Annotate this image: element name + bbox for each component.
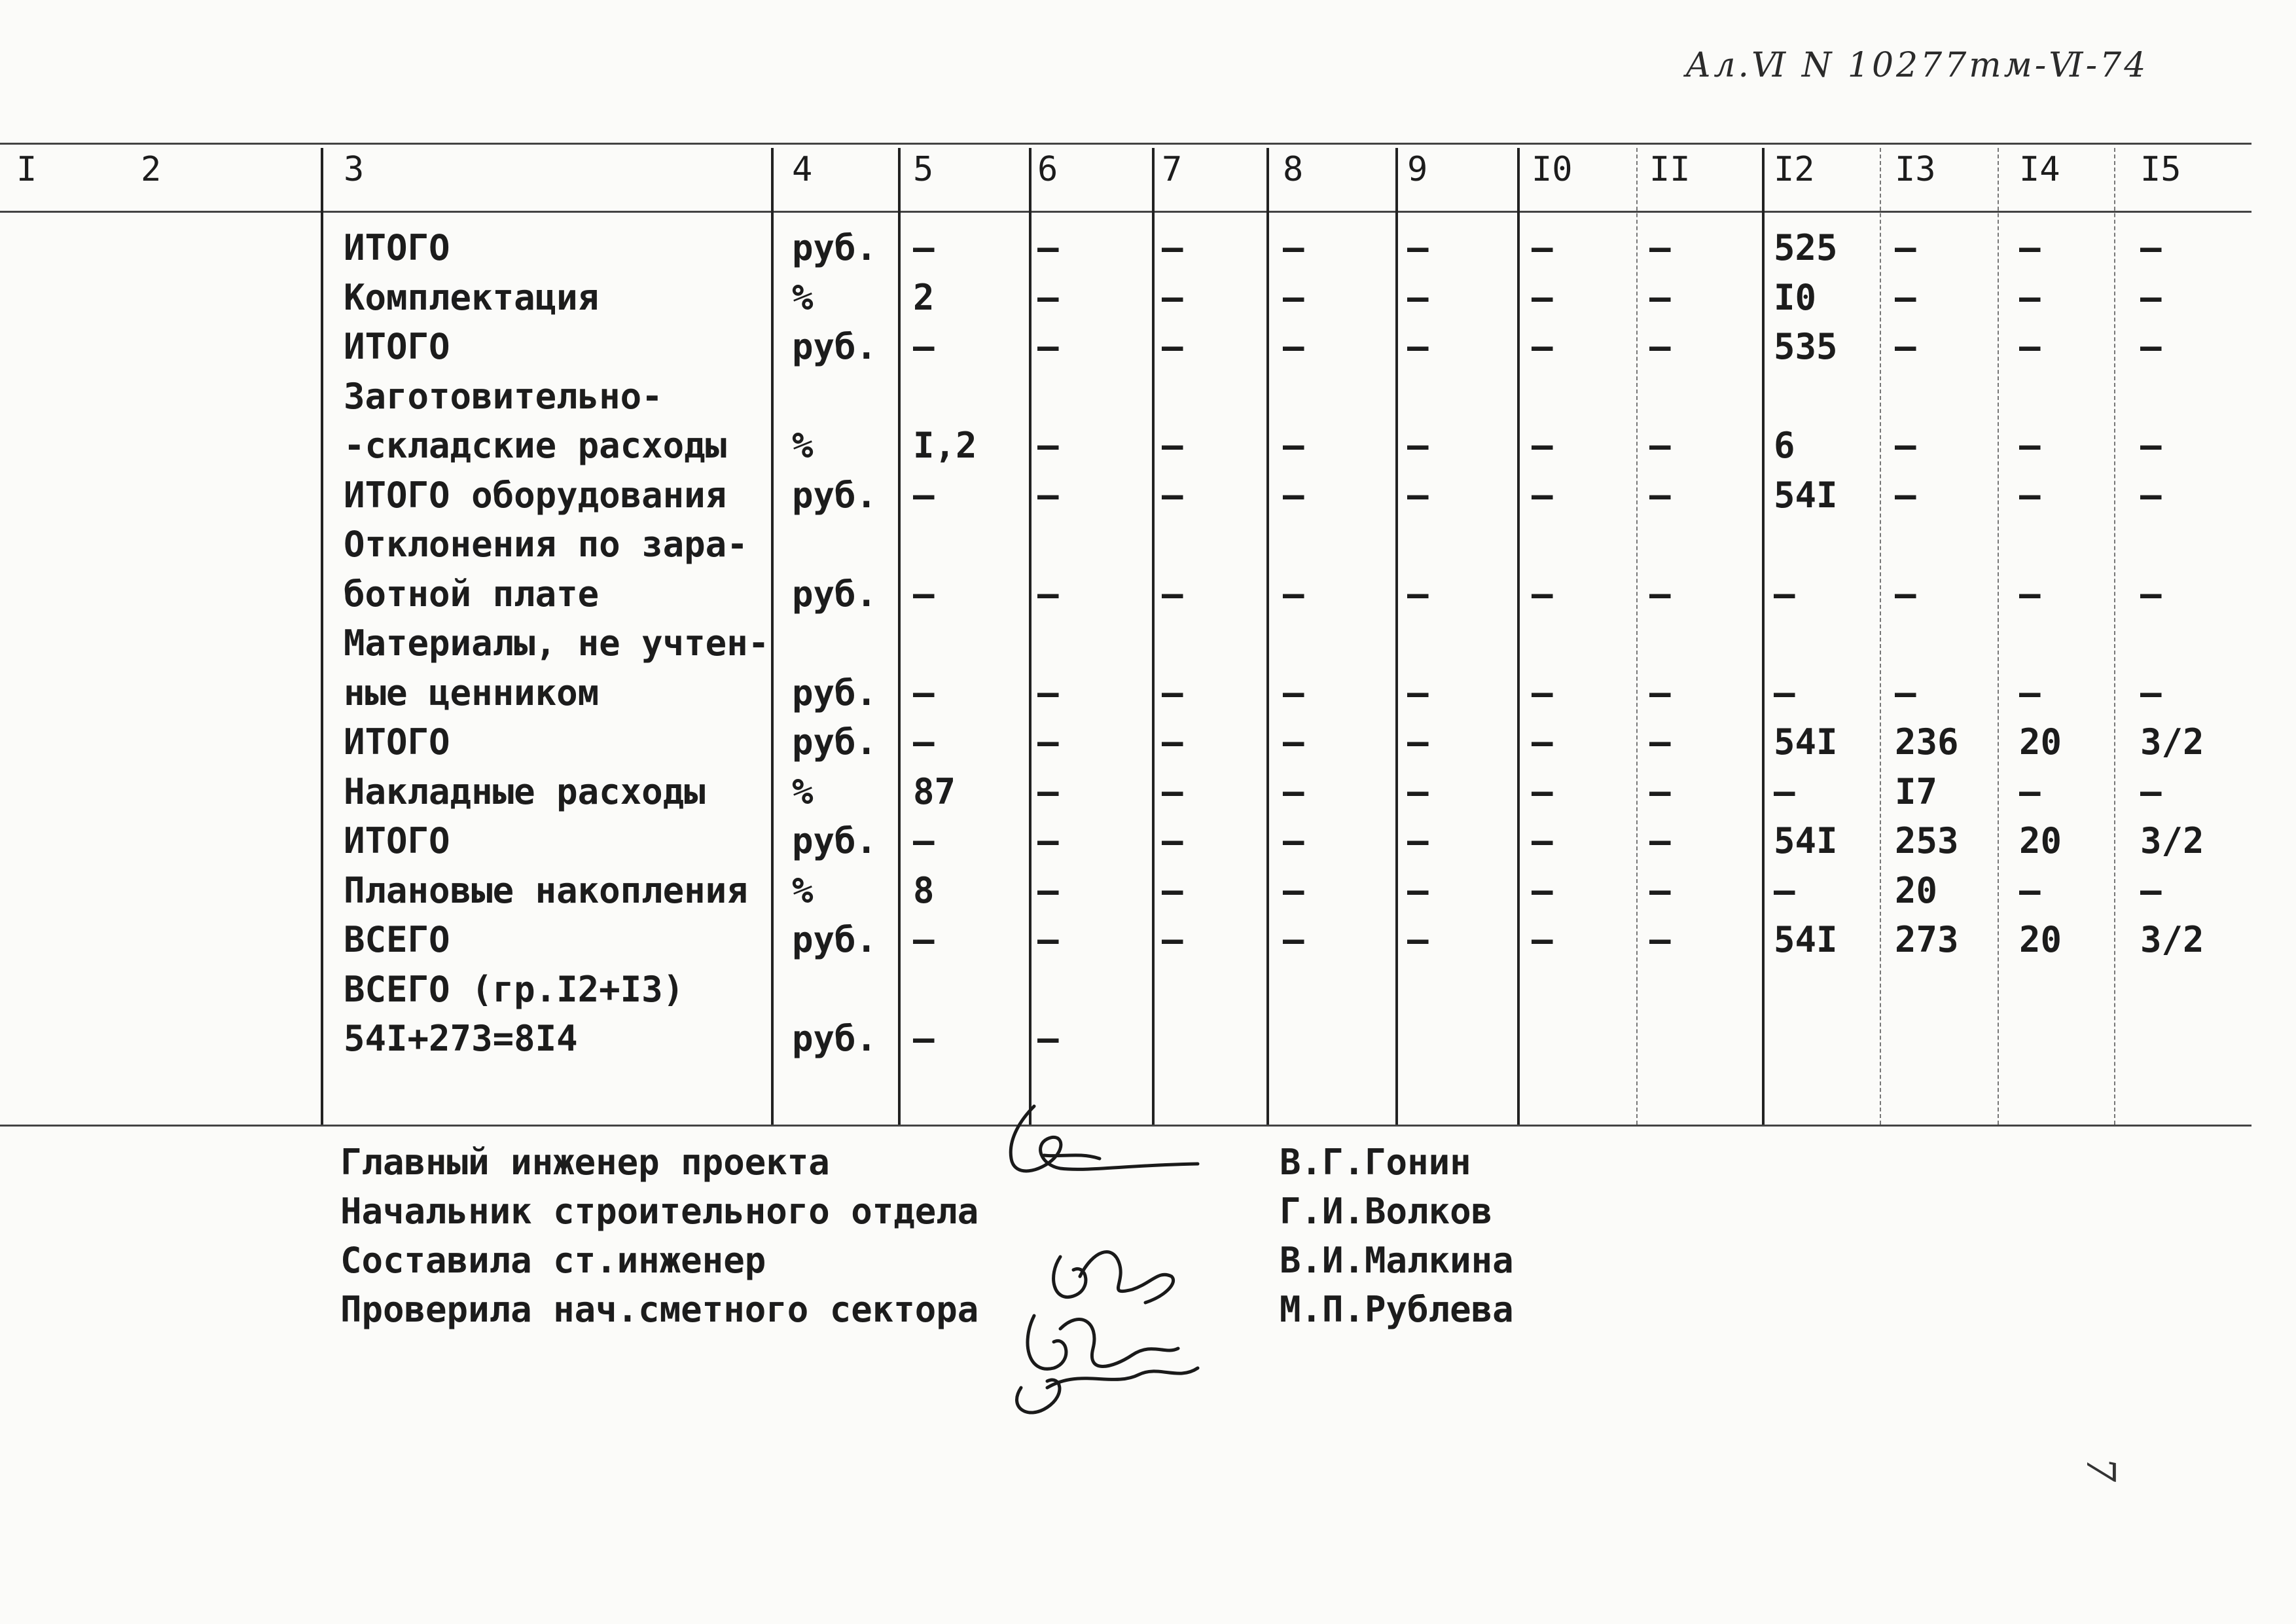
- column-divider: [1636, 148, 1638, 1125]
- table-cell: –: [2140, 227, 2162, 268]
- table-cell: –: [2019, 869, 2041, 911]
- table-cell: –: [1649, 276, 1671, 318]
- table-cell: –: [1407, 721, 1429, 763]
- table-cell: –: [1162, 820, 1183, 861]
- table-cell: 54I: [1774, 721, 1838, 763]
- table-top-rule: [0, 143, 2251, 145]
- table-cell: –: [913, 474, 935, 516]
- row-label: Заготовительно-: [344, 375, 663, 417]
- table-cell: –: [1283, 474, 1304, 516]
- table-cell: –: [1283, 326, 1304, 367]
- table-cell: –: [1532, 672, 1553, 713]
- table-cell: –: [1649, 869, 1671, 911]
- table-cell: 54I: [1774, 820, 1838, 861]
- table-cell: 3/2: [2140, 919, 2204, 960]
- table-cell: –: [1283, 227, 1304, 268]
- signatory-name: В.Г.Гонин: [1280, 1142, 1471, 1183]
- table-cell: –: [913, 326, 935, 367]
- table-cell: –: [2019, 573, 2041, 615]
- table-cell: 273: [1895, 919, 1959, 960]
- table-cell: I7: [1895, 770, 1938, 812]
- table-cell: –: [2140, 474, 2162, 516]
- row-label: Накладные расходы: [344, 770, 706, 812]
- table-cell: –: [1037, 227, 1059, 268]
- column-header: I3: [1895, 150, 1936, 189]
- row-unit: руб.: [792, 474, 878, 516]
- column-header: 8: [1283, 150, 1304, 189]
- table-cell: –: [1037, 919, 1059, 960]
- table-cell: –: [1162, 573, 1183, 615]
- table-cell: –: [913, 227, 935, 268]
- row-label: -складские расходы: [344, 425, 727, 466]
- table-cell: –: [1895, 227, 1916, 268]
- row-unit: %: [792, 276, 814, 318]
- table-cell: –: [1037, 573, 1059, 615]
- column-header: 6: [1037, 150, 1058, 189]
- table-cell: –: [1037, 276, 1059, 318]
- signatory-role: Составила ст.инженер: [340, 1240, 766, 1281]
- table-cell: –: [1407, 919, 1429, 960]
- column-divider: [1762, 148, 1765, 1125]
- table-cell: –: [1407, 869, 1429, 911]
- table-cell: –: [1283, 869, 1304, 911]
- column-header: 7: [1162, 150, 1183, 189]
- signatory-role: Главный инженер проекта: [340, 1142, 830, 1183]
- column-divider: [1517, 148, 1520, 1125]
- table-cell: –: [1774, 573, 1795, 615]
- table-cell: –: [2019, 672, 2041, 713]
- column-header: I2: [1774, 150, 1815, 189]
- column-divider: [2114, 148, 2115, 1125]
- table-cell: I,2: [913, 425, 977, 466]
- table-cell: –: [1283, 770, 1304, 812]
- column-divider: [1998, 148, 1999, 1125]
- table-cell: 3/2: [2140, 721, 2204, 763]
- table-cell: –: [1037, 721, 1059, 763]
- table-cell: –: [1532, 326, 1553, 367]
- column-header: I: [16, 150, 37, 189]
- row-label: Материалы, не учтен-: [344, 623, 770, 664]
- row-unit: руб.: [792, 326, 878, 367]
- table-cell: –: [1649, 770, 1671, 812]
- signature-rubleva: [1017, 1368, 1198, 1413]
- table-cell: 535: [1774, 326, 1838, 367]
- page-number-mark: 7: [2077, 1456, 2124, 1483]
- table-cell: –: [1649, 227, 1671, 268]
- table-cell: –: [1407, 326, 1429, 367]
- table-cell: –: [1407, 820, 1429, 861]
- row-label: 54I+273=8I4: [344, 1018, 578, 1059]
- table-cell: –: [913, 721, 935, 763]
- table-cell: –: [1532, 425, 1553, 466]
- table-cell: –: [1649, 573, 1671, 615]
- table-cell: –: [2019, 227, 2041, 268]
- row-label: ИТОГО: [344, 227, 450, 268]
- table-cell: –: [913, 820, 935, 861]
- table-cell: –: [1532, 869, 1553, 911]
- table-cell: –: [913, 1018, 935, 1059]
- row-label: ИТОГО: [344, 820, 450, 861]
- table-cell: –: [1162, 326, 1183, 367]
- table-cell: –: [1283, 425, 1304, 466]
- table-cell: –: [1649, 919, 1671, 960]
- table-cell: –: [1162, 425, 1183, 466]
- table-cell: –: [1162, 869, 1183, 911]
- table-cell: –: [1774, 672, 1795, 713]
- table-cell: –: [1283, 573, 1304, 615]
- signatory-role: Проверила нач.сметного сектора: [340, 1289, 979, 1330]
- table-cell: –: [1532, 573, 1553, 615]
- table-cell: –: [1037, 425, 1059, 466]
- table-cell: –: [1283, 672, 1304, 713]
- column-header: 4: [792, 150, 813, 189]
- column-divider: [1880, 148, 1881, 1125]
- table-cell: –: [1162, 919, 1183, 960]
- row-unit: руб.: [792, 1018, 878, 1059]
- table-cell: 87: [913, 770, 956, 812]
- row-unit: %: [792, 770, 814, 812]
- table-cell: –: [2019, 474, 2041, 516]
- table-cell: –: [1532, 276, 1553, 318]
- table-cell: 20: [1895, 869, 1938, 911]
- row-unit: руб.: [792, 573, 878, 615]
- column-header: 9: [1407, 150, 1428, 189]
- table-cell: 6: [1774, 425, 1795, 466]
- table-cell: –: [1649, 721, 1671, 763]
- table-cell: –: [1895, 276, 1916, 318]
- row-label: ные ценником: [344, 672, 600, 713]
- table-cell: –: [2140, 276, 2162, 318]
- table-cell: –: [1407, 672, 1429, 713]
- row-label: Отклонения по зара-: [344, 524, 748, 565]
- table-cell: I0: [1774, 276, 1817, 318]
- row-unit: руб.: [792, 672, 878, 713]
- table-cell: –: [1649, 474, 1671, 516]
- column-divider: [771, 148, 774, 1125]
- table-cell: –: [1283, 276, 1304, 318]
- column-header: 3: [344, 150, 365, 189]
- column-header: I0: [1532, 150, 1573, 189]
- column-header: I5: [2140, 150, 2181, 189]
- table-cell: –: [1895, 672, 1916, 713]
- table-cell: –: [2140, 326, 2162, 367]
- table-cell: –: [1162, 770, 1183, 812]
- table-cell: –: [1037, 1018, 1059, 1059]
- column-divider: [1029, 148, 1031, 1125]
- table-cell: –: [2019, 425, 2041, 466]
- table-cell: –: [1649, 425, 1671, 466]
- table-cell: –: [1895, 326, 1916, 367]
- signatory-name: В.И.Малкина: [1280, 1240, 1514, 1281]
- table-cell: –: [1895, 425, 1916, 466]
- row-label: ВСЕГО (гр.I2+I3): [344, 968, 685, 1010]
- table-cell: 20: [2019, 721, 2062, 763]
- row-label: ИТОГО: [344, 326, 450, 367]
- table-cell: 236: [1895, 721, 1959, 763]
- table-cell: –: [1283, 919, 1304, 960]
- column-divider: [1395, 148, 1398, 1125]
- table-cell: –: [1407, 573, 1429, 615]
- column-divider: [321, 148, 323, 1125]
- row-unit: руб.: [792, 721, 878, 763]
- signatory-name: М.П.Рублева: [1280, 1289, 1514, 1330]
- row-unit: %: [792, 869, 814, 911]
- column-divider: [1266, 148, 1269, 1125]
- table-cell: –: [1407, 276, 1429, 318]
- row-label: ботной плате: [344, 573, 600, 615]
- table-cell: –: [2140, 425, 2162, 466]
- table-cell: –: [1162, 672, 1183, 713]
- table-cell: –: [1283, 721, 1304, 763]
- row-label: Плановые накопления: [344, 869, 748, 911]
- table-cell: –: [2019, 276, 2041, 318]
- table-cell: –: [1037, 869, 1059, 911]
- column-header: 5: [913, 150, 934, 189]
- table-cell: –: [2140, 672, 2162, 713]
- table-cell: –: [2140, 869, 2162, 911]
- table-cell: –: [1774, 869, 1795, 911]
- table-cell: –: [1532, 474, 1553, 516]
- table-cell: –: [1649, 326, 1671, 367]
- table-cell: 54I: [1774, 474, 1838, 516]
- table-cell: –: [1037, 672, 1059, 713]
- table-cell: 2: [913, 276, 935, 318]
- row-unit: %: [792, 425, 814, 466]
- signature-gonin: [1011, 1106, 1198, 1171]
- column-divider: [898, 148, 901, 1125]
- table-cell: –: [2140, 573, 2162, 615]
- table-cell: –: [1283, 820, 1304, 861]
- table-cell: –: [913, 573, 935, 615]
- column-header: I4: [2019, 150, 2060, 189]
- table-cell: –: [1407, 474, 1429, 516]
- table-cell: –: [1407, 770, 1429, 812]
- table-cell: 20: [2019, 820, 2062, 861]
- signature-malkina: [1028, 1316, 1178, 1369]
- table-cell: –: [1895, 474, 1916, 516]
- signatory-role: Начальник строительного отдела: [340, 1191, 979, 1232]
- table-cell: –: [1162, 227, 1183, 268]
- signatory-name: Г.И.Волков: [1280, 1191, 1493, 1232]
- row-label: Комплектация: [344, 276, 600, 318]
- column-header: II: [1649, 150, 1691, 189]
- table-cell: –: [1037, 770, 1059, 812]
- table-cell: 253: [1895, 820, 1959, 861]
- table-cell: –: [1407, 227, 1429, 268]
- row-unit: руб.: [792, 919, 878, 960]
- handwritten-signatures: [982, 1080, 1309, 1420]
- table-cell: 54I: [1774, 919, 1838, 960]
- archive-stamp: Ал.Ⅵ N 10277тм-Ⅵ-74: [1685, 46, 2149, 85]
- header-rule: [0, 211, 2251, 213]
- table-cell: 525: [1774, 227, 1838, 268]
- table-cell: –: [1895, 573, 1916, 615]
- table-cell: –: [1037, 474, 1059, 516]
- table-cell: –: [913, 672, 935, 713]
- table-cell: –: [913, 919, 935, 960]
- table-cell: 20: [2019, 919, 2062, 960]
- table-cell: –: [1649, 672, 1671, 713]
- row-unit: руб.: [792, 820, 878, 861]
- table-cell: –: [1037, 820, 1059, 861]
- table-cell: –: [1774, 770, 1795, 812]
- table-cell: –: [1532, 227, 1553, 268]
- column-divider: [1152, 148, 1155, 1125]
- row-unit: руб.: [792, 227, 878, 268]
- table-cell: –: [1162, 276, 1183, 318]
- table-cell: –: [2140, 770, 2162, 812]
- column-header: 2: [141, 150, 162, 189]
- table-cell: –: [1532, 919, 1553, 960]
- table-cell: –: [1162, 474, 1183, 516]
- table-cell: –: [1532, 820, 1553, 861]
- table-cell: –: [1407, 425, 1429, 466]
- table-cell: –: [2019, 770, 2041, 812]
- table-cell: 3/2: [2140, 820, 2204, 861]
- table-cell: –: [1162, 721, 1183, 763]
- row-label: ИТОГО: [344, 721, 450, 763]
- table-cell: –: [1532, 721, 1553, 763]
- row-label: ИТОГО оборудования: [344, 474, 727, 516]
- table-cell: 8: [913, 869, 935, 911]
- table-cell: –: [2019, 326, 2041, 367]
- table-cell: –: [1532, 770, 1553, 812]
- signature-volkov: [1054, 1252, 1174, 1303]
- row-label: ВСЕГО: [344, 919, 450, 960]
- table-cell: –: [1037, 326, 1059, 367]
- table-cell: –: [1649, 820, 1671, 861]
